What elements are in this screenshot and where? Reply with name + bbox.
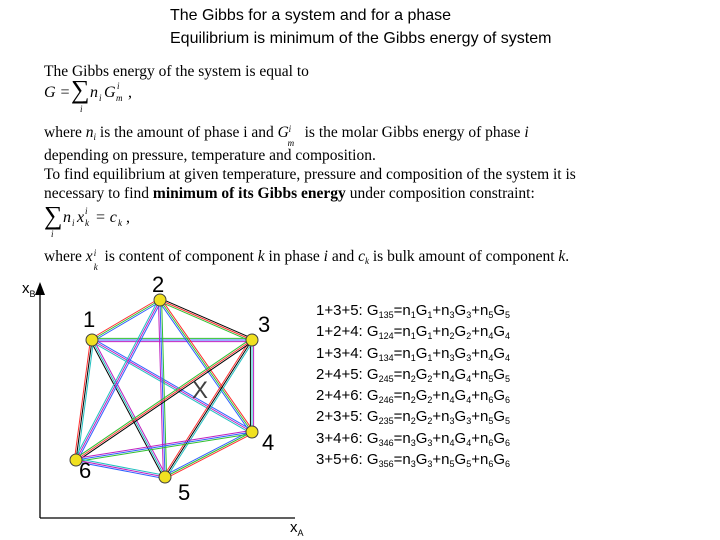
equation-row: 2+4+5: $G_{245}=n_2G_2+n_4G_4+n_5G_5$: [316, 365, 511, 384]
equation-row: 2+3+5: $G_{235}=n_2G_2+n_3G_3+n_5G_5$: [316, 408, 511, 427]
excerpt-paragraph-3: To find equilibrium at given temperature, pressure and composition of the system it is: [44, 166, 576, 183]
phase-point-5: [159, 471, 171, 483]
phase-label-3: 3: [258, 312, 271, 337]
excerpt-paragraph-4: necessary to find minimum of its Gibbs energy under composition constraint:: [44, 185, 535, 202]
tie-line-edges: [74, 299, 253, 479]
excerpt-paragraph-2: depending on pressure, temperature and composition.: [44, 147, 376, 164]
tie-line-1-2: [91, 299, 159, 339]
tie-line-1-4: [93, 339, 253, 431]
phase-point-3: [246, 334, 258, 346]
equation-row: 1+2+4: $G_{124}=n_1G_1+n_2G_2+n_4G_4$: [316, 323, 511, 342]
phase-point-4: [246, 426, 258, 438]
equation-row: 3+4+6: $G_{346}=n_3G_3+n_4G_4+n_6G_6$: [316, 429, 511, 448]
equation-row: 1+3+5: $G_{135}=n_1G_1+n_3G_3+n_5G_5$: [316, 302, 511, 320]
y-axis-label: $x_B$: [22, 280, 36, 299]
equation-row: 3+5+6: $G_{356}=n_3G_3+n_5G_5+n_6G_6$: [316, 451, 511, 470]
excerpt-where-line-1: where $n_i$ is the amount of phase i and G i m is the molar Gibbs energy of phase i: [44, 124, 529, 148]
equation-row: 1+3+4: $G_{134}=n_1G_1+n_3G_3+n_4G_4$: [316, 344, 511, 363]
sum-symbol: ∑: [71, 75, 90, 104]
slide-title-line-2: Equilibrium is minimum of the Gibbs energy of system: [170, 30, 552, 47]
phase-label-5: 5: [178, 480, 191, 505]
y-axis-arrowhead: [35, 282, 45, 295]
phase-point-1: [86, 334, 98, 346]
gibbs-equation-list: [316, 300, 510, 470]
sum-symbol: ∑: [44, 201, 63, 230]
phase-label-6: 6: [79, 458, 92, 483]
phase-label-2: 2: [152, 272, 165, 297]
tie-line-3-5: [166, 341, 253, 478]
x-axis-label: $x_A$: [290, 519, 304, 538]
excerpt-paragraph-1: The Gibbs energy of the system is equal to: [44, 63, 309, 80]
center-x-label: X: [192, 377, 209, 404]
slide-title-line-1: The Gibbs for a system and for a phase: [170, 7, 452, 24]
phase-label-1: 1: [83, 307, 96, 332]
tie-line-1-6: [74, 340, 90, 460]
equation-row: 2+4+6: $G_{246}=n_2G_2+n_4G_4+n_6G_6$: [316, 387, 511, 406]
excerpt-where-line-2: where x i k is content of component k in phase i and $c_k$ is bulk amount of component k.: [44, 248, 570, 272]
phase-label-4: 4: [262, 430, 275, 455]
